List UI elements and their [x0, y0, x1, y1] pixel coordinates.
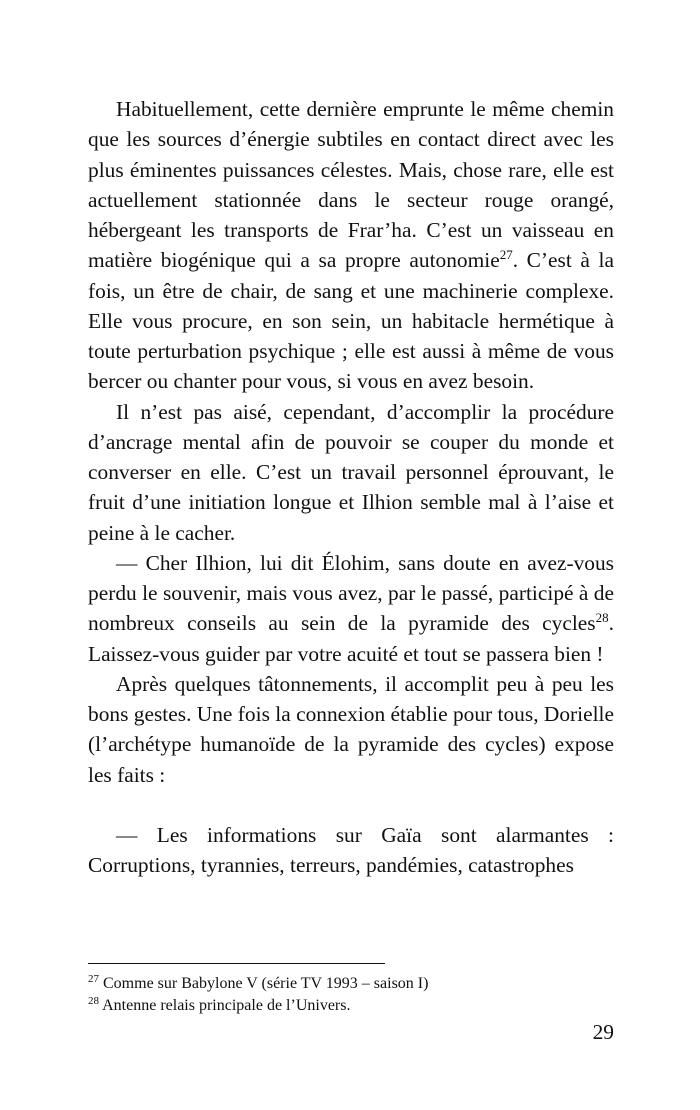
footnote-ref-27: 27 — [499, 247, 513, 263]
paragraph-text: . C’est à la fois, un être de chair, de sang et une machinerie complexe. Elle vous procure, en son sein, un habitacle hermétique à toute perturbation psychique ; elle est aussi à même de vous bercer ou chanter pour vous, si vous en avez besoin. — [88, 248, 614, 394]
dialogue-paragraph — [88, 548, 614, 669]
paragraph-text: . Laissez-vous guider par votre acuité et tout se passera bien ! — [88, 611, 614, 666]
paragraph-text: Il n’est pas aisé, cependant, d’accomplir la procédure d’ancrage mental afin de pouvoir se couper du monde et converser en elle. C’est un travail personnel éprouvant, le fruit d’une initiation longue et Ilhion semble mal à l’aise et peine à le cacher. — [88, 399, 614, 545]
footnote-27 — [88, 973, 614, 995]
body-text — [88, 94, 614, 880]
footnote-28 — [88, 995, 614, 1017]
page-number: 29 — [592, 1020, 614, 1044]
paragraph-text: Après quelques tâtonnements, il accomplit peu à peu les bons gestes. Une fois la connexion établie pour tous, Dorielle (l’archétype humanoïde de la pyramide des cycles) expose les faits : — [88, 671, 614, 787]
paragraph-text: — Cher Ilhion, lui dit Élohim, sans doute en avez-vous perdu le souvenir, mais vous avez, par le passé, participé à de nombreux conseils au sein de la pyramide des cycles — [88, 550, 614, 636]
footnote-separator — [88, 963, 385, 964]
footnotes — [88, 973, 614, 1017]
footnote-ref-28: 28 — [595, 610, 609, 626]
paragraph-text: — Les informations sur Gaïa sont alarmantes : Corruptions, tyrannies, terreurs, pandémies, catastrophes — [88, 822, 614, 877]
footnote-text: Comme sur Babylone V (série TV 1993 – saison I) — [103, 975, 429, 992]
dialogue-paragraph — [88, 820, 614, 881]
paragraph — [88, 397, 614, 548]
paragraph — [88, 669, 614, 790]
footnote-text: Antenne relais principale de l’Univers. — [102, 997, 351, 1014]
paragraph — [88, 94, 614, 397]
footnote-number: 28 — [88, 995, 99, 1007]
paragraph-text: Habituellement, cette dernière emprunte le même chemin que les sources d’énergie subtiles en contact direct avec les plus éminentes puissances célestes. Mais, chose rare, elle est actuellement stationnée dans le secteur rouge orangé, hébergeant les transports de Frar’ha. C’est un vaisseau en matière biogénique qui a sa propre autonomie — [88, 97, 614, 273]
footnote-number: 27 — [88, 973, 99, 985]
